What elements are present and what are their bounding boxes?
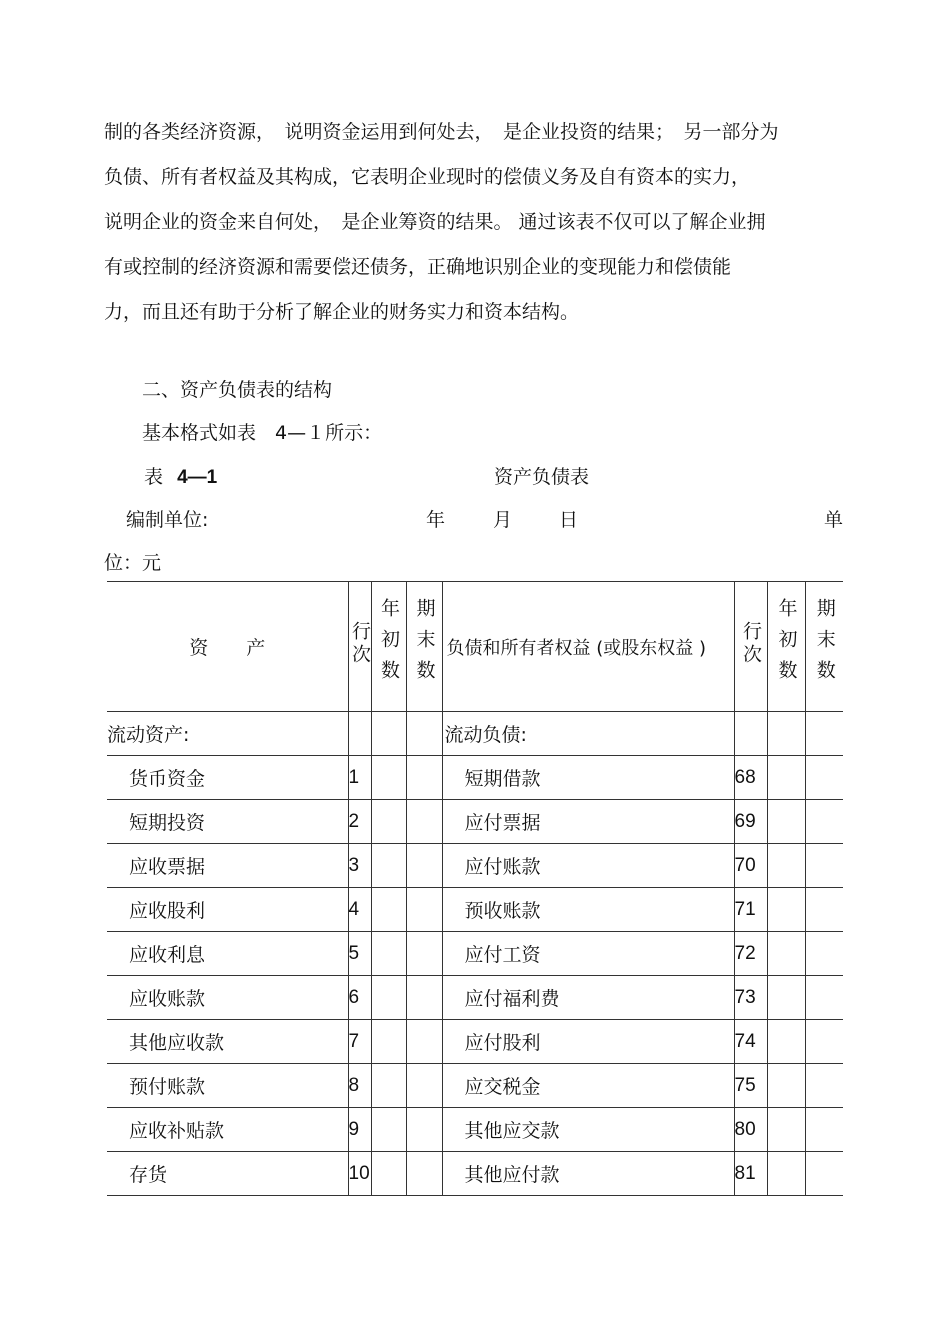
- section-current-assets: 流动资产:: [107, 712, 348, 756]
- liability-begin-value: [767, 800, 805, 844]
- asset-row-no: 2: [348, 800, 371, 844]
- liability-begin-value: [767, 756, 805, 800]
- header-row-no-2: 行次: [734, 582, 767, 712]
- paragraph-line: 说明企业的资金来自何处， 是企业筹资的结果。 通过该表不仅可以了解企业拥: [104, 211, 766, 233]
- table-title: 资产负债表: [494, 466, 590, 488]
- balance-sheet-table: [107, 581, 843, 1196]
- liability-begin-value: [767, 1020, 805, 1064]
- compile-unit-label: 编制单位:: [126, 509, 209, 531]
- asset-name: 应收补贴款: [107, 1108, 348, 1152]
- header-end-2: 期末数: [805, 582, 843, 712]
- asset-begin-value: [371, 800, 406, 844]
- asset-row-no: 8: [348, 1064, 371, 1108]
- header-end: 期末数: [406, 582, 442, 712]
- liability-name: 其他应交款: [442, 1108, 734, 1152]
- liability-row-no: 80: [734, 1108, 767, 1152]
- liability-begin-value: [767, 888, 805, 932]
- asset-end-value: [406, 888, 442, 932]
- header-row-no: 行次: [348, 582, 371, 712]
- liability-end-value: [805, 756, 843, 800]
- liability-end-value: [805, 800, 843, 844]
- liability-name: 短期借款: [442, 756, 734, 800]
- table-row: [107, 844, 843, 888]
- asset-row-no: 3: [348, 844, 371, 888]
- liability-name: 应交税金: [442, 1064, 734, 1108]
- liability-begin-value: [767, 976, 805, 1020]
- asset-row-no: 5: [348, 932, 371, 976]
- liability-row-no: 69: [734, 800, 767, 844]
- liability-begin-value: [767, 1152, 805, 1196]
- unit-label-part1: 单: [824, 509, 844, 531]
- asset-end-value: [406, 844, 442, 888]
- asset-name: 存货: [107, 1152, 348, 1196]
- asset-name: 应收股利: [107, 888, 348, 932]
- unit-label-part2: 位：元: [104, 552, 162, 574]
- section-current-liabilities: 流动负债:: [442, 712, 734, 756]
- asset-name: 应收账款: [107, 976, 348, 1020]
- asset-row-no: 9: [348, 1108, 371, 1152]
- liability-end-value: [805, 976, 843, 1020]
- asset-row-no: 7: [348, 1020, 371, 1064]
- liability-row-no: 74: [734, 1020, 767, 1064]
- liability-end-value: [805, 1064, 843, 1108]
- section-heading: 二、资产负债表的结构: [142, 379, 333, 401]
- liability-end-value: [805, 844, 843, 888]
- asset-begin-value: [371, 932, 406, 976]
- paragraph-line: 负债、所有者权益及其构成，它表明企业现时的偿债义务及自有资本的实力，: [104, 166, 751, 188]
- liability-name: 应付工资: [442, 932, 734, 976]
- asset-end-value: [406, 800, 442, 844]
- date-month: 月: [493, 509, 513, 531]
- header-begin-2: 年初数: [767, 582, 805, 712]
- table-body: [107, 756, 843, 1196]
- header-liabilities: 负债和所有者权益 (或股东权益 ): [442, 582, 734, 712]
- asset-row-no: 10: [348, 1152, 371, 1196]
- intro-paragraph: [104, 110, 864, 335]
- asset-name: 短期投资: [107, 800, 348, 844]
- liability-name: 应付股利: [442, 1020, 734, 1064]
- table-row: [107, 932, 843, 976]
- asset-begin-value: [371, 976, 406, 1020]
- date-year: 年: [426, 509, 446, 531]
- table-row: [107, 888, 843, 932]
- liability-end-value: [805, 1152, 843, 1196]
- table-row: [107, 1020, 843, 1064]
- liability-name: 其他应付款: [442, 1152, 734, 1196]
- asset-begin-value: [371, 1108, 406, 1152]
- date-day: 日: [559, 509, 579, 531]
- liability-begin-value: [767, 1108, 805, 1152]
- liability-begin-value: [767, 932, 805, 976]
- asset-end-value: [406, 932, 442, 976]
- liability-row-no: 81: [734, 1152, 767, 1196]
- header-begin: 年初数: [371, 582, 406, 712]
- liability-row-no: 68: [734, 756, 767, 800]
- liability-end-value: [805, 1108, 843, 1152]
- asset-begin-value: [371, 844, 406, 888]
- asset-end-value: [406, 1020, 442, 1064]
- liability-end-value: [805, 932, 843, 976]
- liability-begin-value: [767, 844, 805, 888]
- liability-row-no: 73: [734, 976, 767, 1020]
- paragraph-line: 制的各类经济资源， 说明资金运用到何处去， 是企业投资的结果； 另一部分为: [104, 121, 779, 143]
- table-section-row: [107, 712, 843, 756]
- table-row: [107, 800, 843, 844]
- liability-name: 应付票据: [442, 800, 734, 844]
- asset-name: 应收利息: [107, 932, 348, 976]
- asset-name: 应收票据: [107, 844, 348, 888]
- asset-row-no: 4: [348, 888, 371, 932]
- table-caption-label: [144, 462, 217, 489]
- asset-end-value: [406, 1152, 442, 1196]
- asset-begin-value: [371, 756, 406, 800]
- liability-row-no: 71: [734, 888, 767, 932]
- liability-end-value: [805, 1020, 843, 1064]
- caption-number: 4—1: [177, 467, 218, 488]
- table-row: [107, 1064, 843, 1108]
- liability-row-no: 72: [734, 932, 767, 976]
- paragraph-line: 有或控制的经济资源和需要偿还债务，正确地识别企业的变现能力和偿债能: [104, 256, 732, 278]
- asset-name: 其他应收款: [107, 1020, 348, 1064]
- liability-row-no: 75: [734, 1064, 767, 1108]
- liability-name: 预收账款: [442, 888, 734, 932]
- asset-begin-value: [371, 1020, 406, 1064]
- asset-begin-value: [371, 888, 406, 932]
- liability-row-no: 70: [734, 844, 767, 888]
- paragraph-line: 力，而且还有助于分析了解企业的财务实力和资本结构。: [104, 301, 580, 323]
- liability-begin-value: [767, 1064, 805, 1108]
- table-row: [107, 1108, 843, 1152]
- asset-end-value: [406, 976, 442, 1020]
- asset-row-no: 6: [348, 976, 371, 1020]
- header-assets: 资 产: [107, 582, 348, 712]
- asset-end-value: [406, 756, 442, 800]
- liability-name: 应付福利费: [442, 976, 734, 1020]
- format-note: 基本格式如表 4—１所示：: [142, 422, 383, 444]
- asset-end-value: [406, 1108, 442, 1152]
- asset-end-value: [406, 1064, 442, 1108]
- asset-begin-value: [371, 1064, 406, 1108]
- table-header-row: [107, 582, 843, 712]
- asset-name: 预付账款: [107, 1064, 348, 1108]
- asset-begin-value: [371, 1152, 406, 1196]
- liability-name: 应付账款: [442, 844, 734, 888]
- caption-label: 表: [144, 466, 164, 488]
- asset-name: 货币资金: [107, 756, 348, 800]
- liability-end-value: [805, 888, 843, 932]
- table-row: [107, 756, 843, 800]
- table-row: [107, 1152, 843, 1196]
- table-row: [107, 976, 843, 1020]
- asset-row-no: 1: [348, 756, 371, 800]
